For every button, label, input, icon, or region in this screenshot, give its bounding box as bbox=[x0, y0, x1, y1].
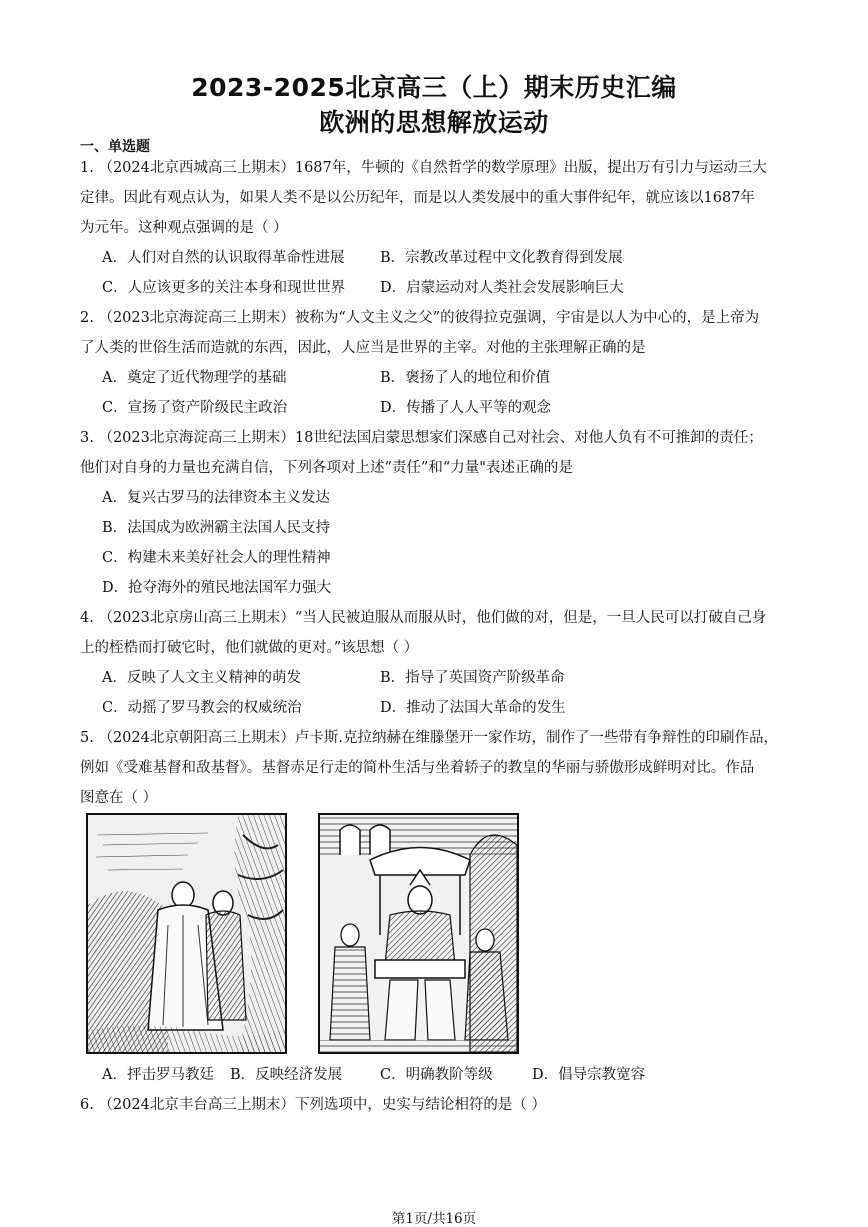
q4-option-c: C．动摇了罗马教会的权威统治 bbox=[102, 700, 302, 716]
q1-line-1: 1. （2024北京西城高三上期末）1687年，牛顿的《自然哲学的数学原理》出版，提出万有引力与运动三大 bbox=[80, 160, 767, 176]
q5-line-2: 例如《受难基督和敌基督》。基督赤足行走的简朴生活与坐着轿子的教皇的华丽与骄傲形成鲜明对比。作品 bbox=[80, 760, 755, 776]
q3-option-a: A．复兴古罗马的法律资本主义发达 bbox=[102, 490, 330, 506]
q1-line-3: 为元年。这种观点强调的是（ ） bbox=[80, 220, 288, 236]
q5-option-c: C．明确教阶等级 bbox=[380, 1067, 493, 1083]
q2-option-a: A．奠定了近代物理学的基础 bbox=[102, 370, 287, 386]
q3-line-2: 他们对自身的力量也充满自信，下列各项对上述“责任”和“力量"表述正确的是 bbox=[80, 460, 573, 476]
q4-line-2: 上的桎梏而打破它时，他们就做的更对。”该思想（ ） bbox=[80, 640, 419, 656]
q3-option-c: C．构建未来美好社会人的理性精神 bbox=[102, 550, 331, 566]
q2-option-c: C．宣扬了资产阶级民主政治 bbox=[102, 400, 288, 416]
q1-option-a: A．人们对自然的认识取得革命性进展 bbox=[102, 250, 345, 266]
q1-option-b: B．宗教改革过程中文化教育得到发展 bbox=[380, 250, 623, 266]
q1-option-d: D．启蒙运动对人类社会发展影响巨大 bbox=[380, 280, 624, 296]
q5-option-b: B．反映经济发展 bbox=[230, 1067, 343, 1083]
woodcut-antichrist-pope-image bbox=[318, 813, 519, 1054]
q3-option-d: D．抢夺海外的殖民地法国军力强大 bbox=[102, 580, 332, 596]
q2-option-d: D．传播了人人平等的观念 bbox=[380, 400, 552, 416]
q4-option-a: A．反映了人文主义精神的萌发 bbox=[102, 670, 301, 686]
q5-option-d: D．倡导宗教宽容 bbox=[532, 1067, 646, 1083]
q6-line-1: 6. （2024北京丰台高三上期末）下列选项中，史实与结论相符的是（ ） bbox=[80, 1097, 546, 1113]
section-heading: 一、单选题 bbox=[80, 139, 150, 155]
q5-option-a: A．抨击罗马教廷 bbox=[102, 1067, 214, 1083]
q4-option-d: D．推动了法国大革命的发生 bbox=[380, 700, 566, 716]
document-title: 2023-2025北京高三（上）期末历史汇编 bbox=[191, 73, 677, 102]
q5-line-1: 5. （2024北京朝阳高三上期末）卢卡斯.克拉纳赫在维滕堡开一家作坊，制作了一些带有争辩性的印刷作品， bbox=[80, 730, 778, 746]
q2-line-2: 了人类的世俗生活而造就的东西，因此，人应当是世界的主宰。对他的主张理解正确的是 bbox=[80, 340, 646, 356]
document-subtitle: 欧洲的思想解放运动 bbox=[319, 108, 549, 137]
q5-line-3: 图意在（ ） bbox=[80, 790, 158, 806]
woodcut-passional-christ-image bbox=[86, 813, 287, 1054]
q1-line-2: 定律。因此有观点认为，如果人类不是以公历纪年，而是以人类发展中的重大事件纪年，就应该以1687年 bbox=[80, 190, 755, 206]
q3-line-1: 3. （2023北京海淀高三上期末）18世纪法国启蒙思想家们深感自己对社会、对他人负有不可推卸的责任； bbox=[80, 430, 763, 446]
q2-option-b: B．褒扬了人的地位和价值 bbox=[380, 370, 551, 386]
page-number-footer: 第1页/共16页 bbox=[391, 1211, 477, 1227]
q1-option-c: C．人应该更多的关注本身和现世世界 bbox=[102, 280, 346, 296]
q3-option-b: B．法国成为欧洲霸主法国人民支持 bbox=[102, 520, 331, 536]
q4-line-1: 4. （2023北京房山高三上期末）“当人民被迫服从而服从时，他们做的对，但是，一旦人民可以打破自己身 bbox=[80, 610, 767, 626]
q4-option-b: B．指导了英国资产阶级革命 bbox=[380, 670, 565, 686]
q2-line-1: 2. （2023北京海淀高三上期末）被称为“人文主义之父”的彼得拉克强调，宇宙是以人为中心的，是上帝为 bbox=[80, 310, 760, 326]
